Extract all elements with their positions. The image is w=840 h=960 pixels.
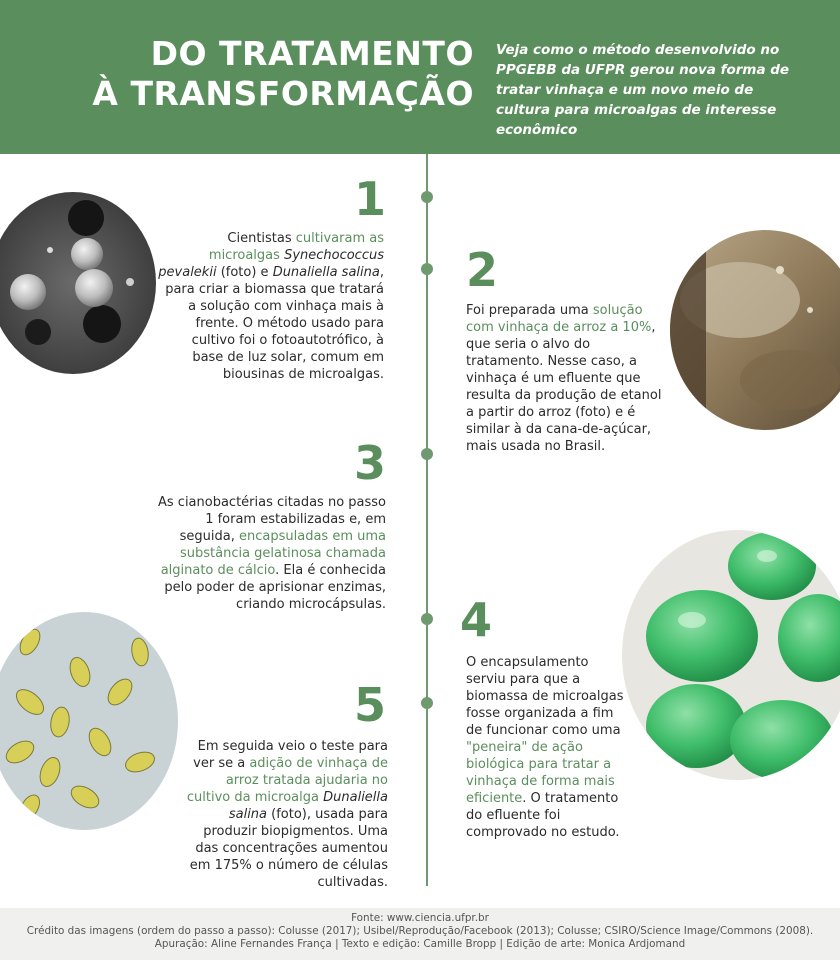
step-1-number: 1: [354, 172, 387, 226]
step-1-species-1: Synechococcus pevalekii: [158, 248, 384, 280]
photo-capsulas-alginato: [622, 530, 840, 780]
photo-dunaliella: [0, 612, 178, 830]
footer-source: Fonte: www.ciencia.ufpr.br: [351, 912, 489, 924]
timeline-dot-1: [421, 191, 433, 203]
title-line-2: À TRANSFORMAÇÃO: [92, 74, 474, 113]
step-5-text: [184, 738, 388, 891]
step-5-highlight: adição de vinhaça de arroz tratada ajudaria no cultivo da microalga: [186, 756, 388, 805]
step-3-pre: As cianobactérias citadas no passo 1 foram estabilizadas e, em seguida,: [158, 495, 386, 544]
page-title: [92, 34, 474, 114]
step-1-tail: , para criar a biomassa que tratará a solução com vinhaça mais à frente. O método usado para cultivo foi o fotoautotrófico, à base de luz solar, comum em biousinas de microalgas.: [165, 265, 384, 382]
timeline-dot-3: [421, 448, 433, 460]
step-5-species: Dunaliella salina: [228, 790, 388, 822]
step-3-text: [150, 494, 386, 613]
step-1-mid: (foto) e: [216, 265, 273, 280]
step-4-highlight: "peneira" de ação biológica para tratar a vinhaça de forma mais eficiente: [466, 740, 615, 806]
footer-image-credits: Crédito das imagens (ordem do passo a passo): Colusse (2017); Usibel/Reprodução/Facebook (2013); Colusse; CSIRO/Science Image/Commons (2008).: [26, 925, 814, 937]
photo-synechococcus: [0, 192, 156, 374]
step-5-post: (foto), usada para produzir biopigmentos. Uma das concentrações aumentou em 175% o número de células cultivadas.: [189, 807, 388, 890]
step-4-number: 4: [460, 593, 493, 647]
photo-capsulas-image: [622, 530, 840, 780]
header-banner: [0, 0, 840, 154]
credits-footer: [0, 908, 840, 960]
step-5-pre: Em seguida veio o teste para ver se a: [193, 739, 388, 771]
step-4-text: [466, 654, 626, 841]
step-3-highlight: encapsuladas em uma substância gelatinosa chamada alginato de cálcio: [160, 529, 386, 578]
photo-vinhaca-image: [670, 230, 840, 430]
title-line-1: DO TRATAMENTO: [150, 34, 474, 73]
timeline-dot-4: [421, 613, 433, 625]
photo-synechococcus-image: [0, 192, 156, 374]
timeline-dot-5: [421, 697, 433, 709]
step-1-highlight: cultivaram as microalgas: [208, 231, 384, 263]
step-3-number: 3: [354, 436, 387, 490]
step-3-post: . Ela é conhecida pelo poder de aprisionar enzimas, criando microcápsulas.: [164, 563, 386, 612]
step-2-highlight: solução com vinhaça de arroz a 10%: [466, 303, 652, 335]
photo-vinhaca-arroz: [670, 230, 840, 430]
step-4-pre: O encapsulamento serviu para que a biomassa de microalgas fosse organizada a fim de funcionar como uma: [466, 655, 624, 738]
page-subtitle: Veja como o método desenvolvido no PPGEBB da UFPR gerou nova forma de tratar vinhaça e um novo meio de cultura para microalgas de interesse econômico: [496, 42, 790, 138]
step-2-pre: Foi preparada uma: [466, 303, 593, 318]
step-2-post: , que seria o alvo do tratamento. Nesse caso, a vinhaça é um efluente que resulta da produção de etanol a partir do arroz (foto) e é similar à da cana-de-açúcar, mais usada no Brasil.: [466, 320, 662, 454]
step-5-number: 5: [354, 678, 387, 732]
step-1-text: [158, 230, 384, 383]
step-1-pre: Cientistas: [227, 231, 296, 246]
footer-staff-credits: Apuração: Aline Fernandes França | Texto e edição: Camille Bropp | Edição de arte: Monica Ardjomand: [154, 938, 686, 950]
photo-dunaliella-image: [0, 612, 178, 830]
step-2-number: 2: [466, 243, 499, 297]
step-2-text: [466, 302, 662, 455]
timeline-dot-2: [421, 263, 433, 275]
step-1-species-2: Dunaliella salina: [272, 265, 380, 280]
step-4-post: . O tratamento do efluente foi comprovado no estudo.: [466, 791, 620, 840]
